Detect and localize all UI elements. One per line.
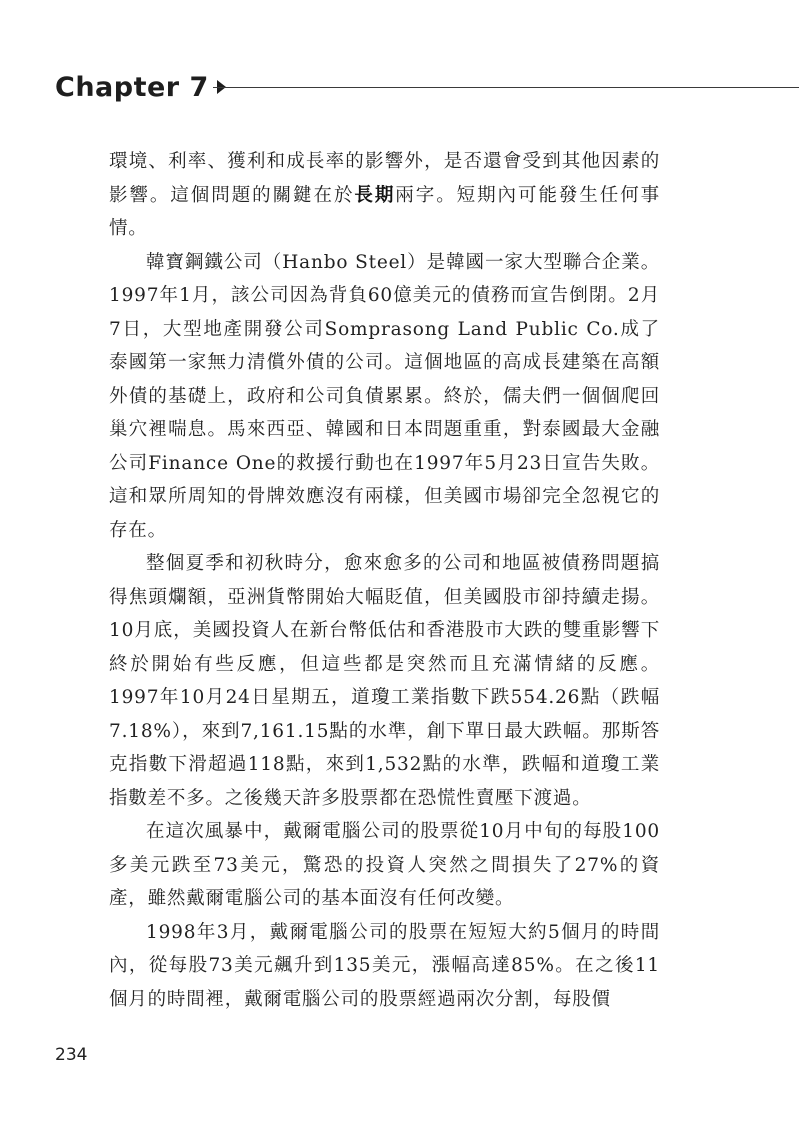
chapter-heading (55, 67, 226, 107)
chapter-rule (213, 87, 799, 88)
paragraph-4: 在這次風暴中，戴爾電腦公司的股票從10月中旬的每股100多美元跌至73美元，驚恐的投資人突然之間損失了27%的資產，雖然戴爾電腦公司的基本面沒有任何改變。 (109, 821, 660, 909)
paragraph-1-text-before: 環境、利率、獲利和成長率的影響外，是否還會受到其他因素的影響。這個問題的關鍵在於 (109, 151, 660, 206)
page-number: 234 (55, 1045, 88, 1065)
paragraph-5: 1998年3月，戴爾電腦公司的股票在短短大約5個月的時間內，從每股73美元飆升到135美元，漲幅高達85%。在之後11個月的時間裡，戴爾電腦公司的股票經過兩次分割，每股價 (109, 921, 661, 1010)
paragraph-1-bold-term: 長期 (354, 184, 396, 206)
paragraph-2: 韓寶鋼鐵公司（Hanbo Steel）是韓國一家大型聯合企業。1997年1月，該公司因為背負60億美元的債務而宣告倒閉。2月7日，大型地產開發公司Somprasong Land Public Co.成了泰國第一家無力清償外債的公司。這個地區的高成長建築在高額外債的基礎上，政府和公司負債累累。終於，儒夫們一個個爬回巢穴裡喘息。馬來西亞、韓國和日本問題重重，對泰國最大金融公司Finance One的救援行動也在1997年5月23日宣告失敗。這和眾所周知的骨牌效應沒有兩樣，但美國市場卻完全忽視它的存在。 (109, 251, 660, 541)
paragraph-1 (109, 145, 660, 246)
body-text (109, 145, 660, 1016)
chapter-label: Chapter 7 (55, 71, 209, 103)
paragraph-3: 整個夏季和初秋時分，愈來愈多的公司和地區被債務問題搞得焦頭爛額，亞洲貨幣開始大幅貶值，但美國股市卻持續走揚。10月底，美國投資人在新台幣低估和香港股市大跌的雙重影響下終於開始有些反應，但這些都是突然而且充滿情緒的反應。1997年10月24日星期五，道瓊工業指數下跌554.26點（跌幅7.18%），來到7,161.15點的水準，創下單日最大跌幅。那斯答克指數下滑超過118點，來到1,532點的水準，跌幅和道瓊工業指數差不多。之後幾天許多股票都在恐慌性賣壓下渡過。 (109, 553, 660, 809)
paragraph-1-text-after: 兩字。短期內可能發生任何事情。 (109, 184, 660, 239)
